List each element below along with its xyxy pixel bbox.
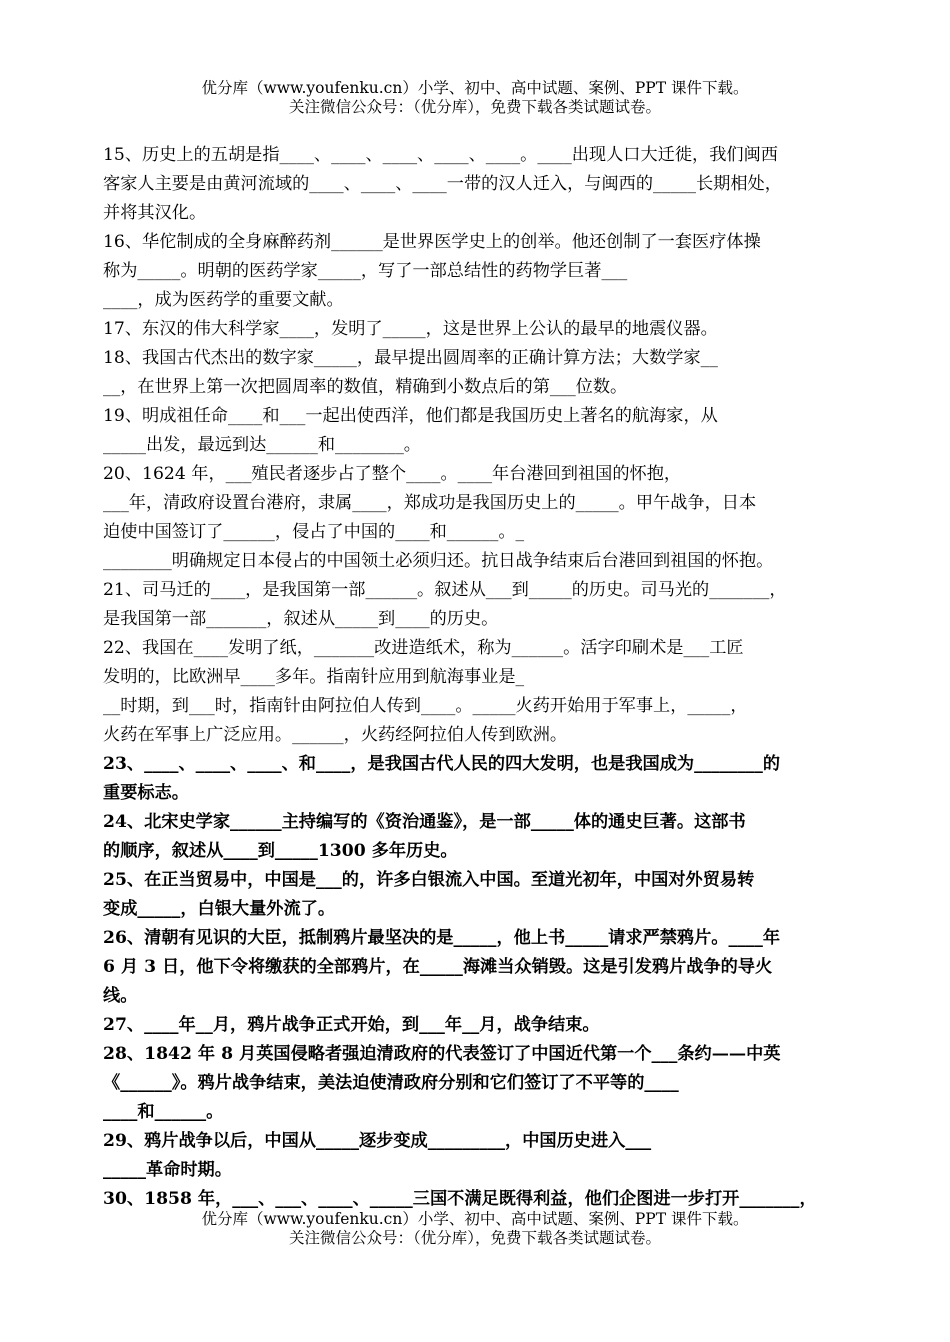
question-block — [103, 1127, 861, 1185]
question-line: 24、北宋史学家______主持编写的《资治通鉴》，是一部_____体的通史巨著。这部书 — [103, 812, 746, 832]
question-line: 并将其汉化。 — [103, 203, 207, 223]
question-block — [103, 315, 861, 344]
question-block — [103, 460, 861, 576]
question-line: 28、1842 年 8 月英国侵略者强迫清政府的代表签订了中国近代第一个___条约——中英 — [103, 1044, 781, 1064]
question-line: 重要标志。 — [103, 783, 189, 803]
page-footer — [0, 1210, 950, 1248]
question-line: 18、我国古代杰出的数字家_____，最早提出圆周率的正确计算方法；大数学家__ — [103, 348, 718, 368]
question-line: __时期，到___时，指南针由阿拉伯人传到____。_____火药开始用于军事上，_____， — [103, 696, 748, 716]
question-line: 26、清朝有见识的大臣，抵制鸦片最坚决的是_____，他上书_____请求严禁鸦片。____年 — [103, 928, 781, 948]
question-line: 客家人主要是由黄河流域的____、____、____一带的汉人迁入，与闽西的_____长期相处， — [103, 174, 782, 194]
question-block — [103, 141, 861, 228]
question-block — [103, 634, 861, 750]
question-block — [103, 808, 861, 866]
question-line: 6 月 3 日，他下令将缴获的全部鸦片，在_____海滩当众销毁。这是引发鸦片战争的导火 — [103, 957, 773, 977]
question-block — [103, 1011, 861, 1040]
question-line: 27、____年__月，鸦片战争正式开始，到___年__月，战争结束。 — [103, 1015, 600, 1035]
question-line: 17、东汉的伟大科学家____，发明了_____，这是世界上公认的最早的地震仪器。 — [103, 319, 718, 339]
question-line: 线。 — [103, 986, 138, 1006]
question-line: 的顺序，叙述从____到_____1300 多年历史。 — [103, 841, 458, 861]
question-line: 30、1858 年，___、___、____、_____三国不满足既得利益，他们企图进一步打开_______， — [103, 1189, 817, 1209]
footer-line-2: 关注微信公众号：（优分库），免费下载各类试题试卷。 — [288, 1229, 661, 1247]
question-line: 称为_____。明朝的医药学家_____，写了一部总结性的药物学巨著___ — [103, 261, 628, 281]
question-line: 《______》。鸦片战争结束，美法迫使清政府分别和它们签订了不平等的____ — [103, 1073, 679, 1093]
question-line: ____，成为医药学的重要文献。 — [103, 290, 344, 310]
header-line-1: 优分库（www.youfenku.cn）小学、初中、高中试题、案例、PPT 课件下载。 — [201, 79, 749, 97]
question-line: 是我国第一部_______，叙述从_____到____的历史。 — [103, 609, 499, 629]
question-line: 变成_____，白银大量外流了。 — [103, 899, 336, 919]
header-line-2: 关注微信公众号：（优分库），免费下载各类试题试卷。 — [288, 98, 661, 116]
question-line: 15、历史上的五胡是指____、____、____、____、____。____出现人口大迁徙，我们闽西 — [103, 145, 778, 165]
question-block — [103, 750, 861, 808]
question-line: _____革命时期。 — [103, 1160, 232, 1180]
question-line: ________明确规定日本侵占的中国领土必须归还。抗日战争结束后台港回到祖国的怀抱。 — [103, 551, 774, 571]
question-line: 火药在军事上广泛应用。______，火药经阿拉伯人传到欧洲。 — [103, 725, 568, 745]
question-block — [103, 1040, 861, 1127]
page-header — [0, 79, 950, 117]
question-line: ____和______。 — [103, 1102, 224, 1122]
question-list — [103, 141, 861, 1214]
question-line: __，在世界上第一次把圆周率的数值，精确到小数点后的第___位数。 — [103, 377, 628, 397]
question-line: 20、1624 年，___殖民者逐步占了整个____。____年台港回到祖国的怀抱， — [103, 464, 682, 484]
question-line: 19、明成祖任命____和___一起出使西洋，他们都是我国历史上著名的航海家，从 — [103, 406, 718, 426]
question-line: 21、司马迁的____，是我国第一部______。叙述从___到_____的历史。司马光的_______， — [103, 580, 787, 600]
question-block — [103, 924, 861, 1011]
question-line: 发明的，比欧洲早____多年。指南针应用到航海事业是_ — [103, 667, 525, 687]
question-line: 29、鸦片战争以后，中国从_____逐步变成_________，中国历史进入___ — [103, 1131, 652, 1151]
question-line: 25、在正当贸易中，中国是___的，许多白银流入中国。至道光初年，中国对外贸易转 — [103, 870, 755, 890]
question-block — [103, 228, 861, 315]
question-block — [103, 402, 861, 460]
question-line: 迫使中国签订了______，侵占了中国的____和______。_ — [103, 522, 525, 542]
question-line: 22、我国在____发明了纸，_______改进造纸术，称为______。活字印刷术是___工匠 — [103, 638, 744, 658]
footer-line-1: 优分库（www.youfenku.cn）小学、初中、高中试题、案例、PPT 课件下载。 — [201, 1210, 749, 1228]
question-block — [103, 344, 861, 402]
question-block — [103, 576, 861, 634]
question-line: 16、华佗制成的全身麻醉药剂______是世界医学史上的创举。他还创制了一套医疗体操 — [103, 232, 761, 252]
question-line: 23、____、____、____、和____，是我国古代人民的四大发明，也是我国成为________的 — [103, 754, 781, 774]
question-line: _____出发，最远到达______和________。 — [103, 435, 421, 455]
question-block — [103, 866, 861, 924]
question-line: ___年，清政府设置台港府，隶属____，郑成功是我国历史上的_____。甲午战争，日本 — [103, 493, 757, 513]
